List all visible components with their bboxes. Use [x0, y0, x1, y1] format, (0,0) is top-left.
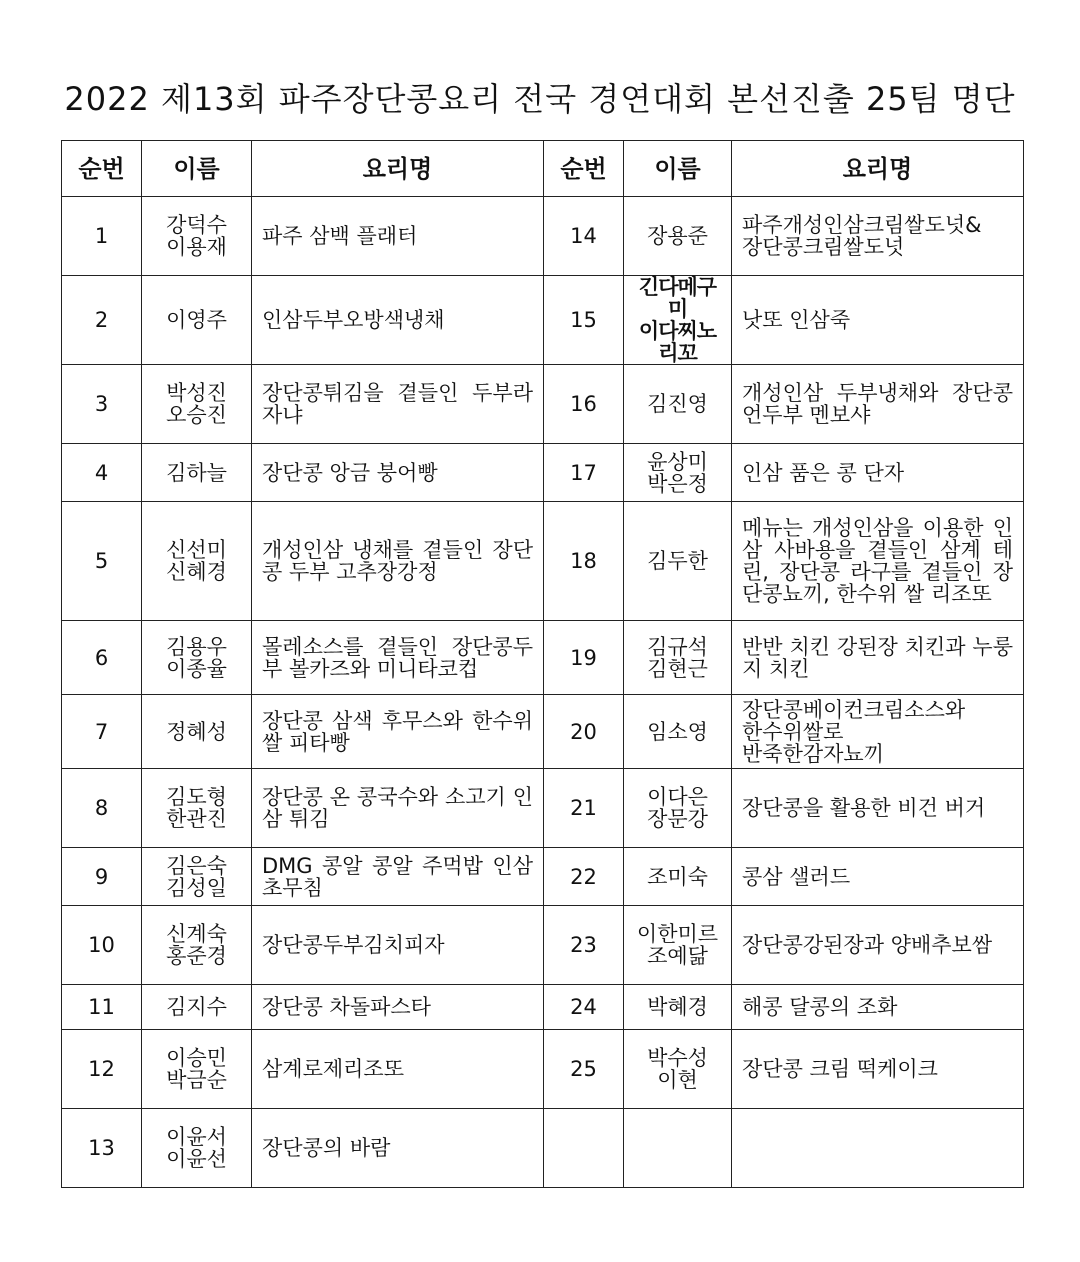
team-number: 2 [62, 276, 142, 365]
team-members: 박혜경 [624, 985, 732, 1030]
team-number: 12 [62, 1030, 142, 1109]
team-number: 20 [544, 695, 624, 769]
team-members: 긴다메구미 이다찌노리꼬 [624, 276, 732, 365]
team-number [544, 1109, 624, 1188]
dish-name: 장단콩강된장과 양배추보쌈 [732, 906, 1024, 985]
team-number: 5 [62, 502, 142, 621]
dish-name: 메뉴는 개성인삼을 이용한 인삼 사바용을 곁들인 삼계 테린, 장단콩 라구를 곁들인 장단콩뇨끼, 한수위 쌀 리조또 [732, 502, 1024, 621]
table-row [62, 769, 1024, 848]
table-row [62, 985, 1024, 1030]
team-number: 18 [544, 502, 624, 621]
dish-name: 장단콩베이컨크림소스와 한수위쌀로 반죽한감자뇨끼 [732, 695, 1024, 769]
dish-name: 장단콩 앙금 붕어빵 [252, 444, 544, 502]
header-num-left: 순번 [62, 141, 142, 197]
table-row [62, 695, 1024, 769]
dish-name: 장단콩두부김치피자 [252, 906, 544, 985]
team-members: 이다은 장문강 [624, 769, 732, 848]
team-members: 김하늘 [142, 444, 252, 502]
team-number: 14 [544, 197, 624, 276]
team-number: 10 [62, 906, 142, 985]
team-members: 신선미 신혜경 [142, 502, 252, 621]
team-number: 17 [544, 444, 624, 502]
team-number: 15 [544, 276, 624, 365]
team-members: 김진영 [624, 365, 732, 444]
dish-name: 장단콩 삼색 후무스와 한수위쌀 피타빵 [252, 695, 544, 769]
dish-name: 장단콩 차돌파스타 [252, 985, 544, 1030]
dish-name: 장단콩을 활용한 비건 버거 [732, 769, 1024, 848]
team-number: 22 [544, 848, 624, 906]
table-row [62, 621, 1024, 695]
dish-name [732, 1109, 1024, 1188]
team-members: 이승민 박금순 [142, 1030, 252, 1109]
team-members: 이윤서 이윤선 [142, 1109, 252, 1188]
table-row [62, 1030, 1024, 1109]
team-members: 윤상미 박은정 [624, 444, 732, 502]
table-row [62, 502, 1024, 621]
team-number: 8 [62, 769, 142, 848]
dish-name: 콩삼 샐러드 [732, 848, 1024, 906]
dish-name: 장단콩 온 콩국수와 소고기 인삼 튀김 [252, 769, 544, 848]
team-members: 박수성 이현 [624, 1030, 732, 1109]
team-members: 강덕수 이용재 [142, 197, 252, 276]
team-number: 16 [544, 365, 624, 444]
team-number: 7 [62, 695, 142, 769]
table-row [62, 276, 1024, 365]
dish-name: 개성인삼 두부냉채와 장단콩 언두부 멘보샤 [732, 365, 1024, 444]
dish-name: 장단콩 크림 떡케이크 [732, 1030, 1024, 1109]
table-row [62, 1109, 1024, 1188]
header-dish-right: 요리명 [732, 141, 1024, 197]
team-members: 조미숙 [624, 848, 732, 906]
team-number: 13 [62, 1109, 142, 1188]
team-members: 신계숙 홍준경 [142, 906, 252, 985]
table-row [62, 365, 1024, 444]
dish-name: DMG 콩알 콩알 주먹밥 인삼초무침 [252, 848, 544, 906]
team-number: 19 [544, 621, 624, 695]
team-members: 장용준 [624, 197, 732, 276]
header-dish-left: 요리명 [252, 141, 544, 197]
header-name-right: 이름 [624, 141, 732, 197]
team-members: 김두한 [624, 502, 732, 621]
team-number: 24 [544, 985, 624, 1030]
team-members: 김지수 [142, 985, 252, 1030]
team-members: 박성진 오승진 [142, 365, 252, 444]
team-members: 임소영 [624, 695, 732, 769]
team-members: 이영주 [142, 276, 252, 365]
team-number: 25 [544, 1030, 624, 1109]
table-row [62, 197, 1024, 276]
header-num-right: 순번 [544, 141, 624, 197]
team-members: 김도형 한관진 [142, 769, 252, 848]
dish-name: 인삼 품은 콩 단자 [732, 444, 1024, 502]
team-number: 1 [62, 197, 142, 276]
header-name-left: 이름 [142, 141, 252, 197]
team-number: 6 [62, 621, 142, 695]
team-members: 정혜성 [142, 695, 252, 769]
table-row [62, 444, 1024, 502]
dish-name: 반반 치킨 강된장 치킨과 누룽지 치킨 [732, 621, 1024, 695]
roster-table [61, 140, 1024, 1188]
dish-name: 장단콩튀김을 곁들인 두부라자냐 [252, 365, 544, 444]
dish-name: 몰레소스를 곁들인 장단콩두부 볼카즈와 미니타코컵 [252, 621, 544, 695]
team-members: 김은숙 김성일 [142, 848, 252, 906]
team-number: 11 [62, 985, 142, 1030]
team-members [624, 1109, 732, 1188]
dish-name: 개성인삼 냉채를 곁들인 장단콩 두부 고추장강정 [252, 502, 544, 621]
page-title: 2022 제13회 파주장단콩요리 전국 경연대회 본선진출 25팀 명단 [64, 80, 1016, 118]
dish-name: 파주개성인삼크림쌀도넛& 장단콩크림쌀도넛 [732, 197, 1024, 276]
team-number: 4 [62, 444, 142, 502]
team-number: 9 [62, 848, 142, 906]
dish-name: 삼계로제리조또 [252, 1030, 544, 1109]
dish-name: 해콩 달콩의 조화 [732, 985, 1024, 1030]
dish-name: 인삼두부오방색냉채 [252, 276, 544, 365]
dish-name: 낫또 인삼죽 [732, 276, 1024, 365]
team-number: 23 [544, 906, 624, 985]
team-members: 이한미르 조예닮 [624, 906, 732, 985]
team-number: 3 [62, 365, 142, 444]
table-row [62, 848, 1024, 906]
table-row [62, 906, 1024, 985]
team-members: 김규석 김현근 [624, 621, 732, 695]
team-members: 김용우 이종율 [142, 621, 252, 695]
team-number: 21 [544, 769, 624, 848]
dish-name: 장단콩의 바람 [252, 1109, 544, 1188]
dish-name: 파주 삼백 플래터 [252, 197, 544, 276]
header-row [62, 141, 1024, 197]
